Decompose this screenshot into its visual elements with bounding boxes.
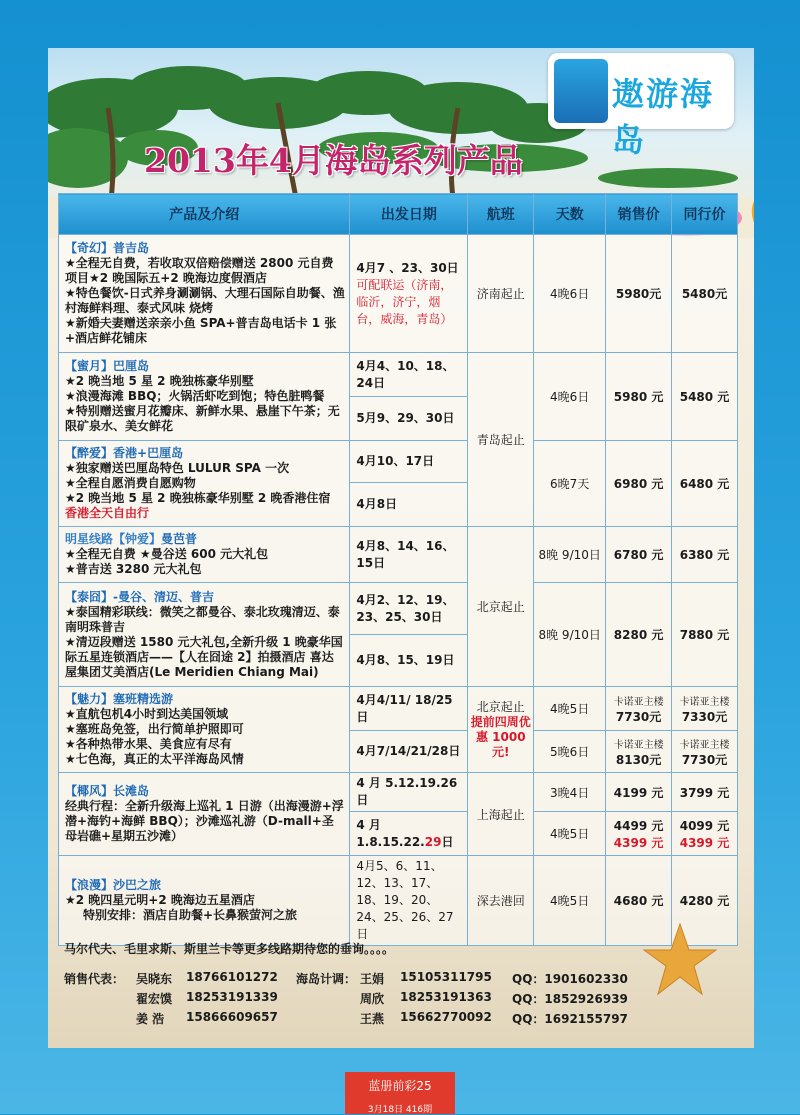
sales-phone: 15866609657 (186, 1010, 278, 1024)
trade-price-cell: 6480 元 (672, 441, 738, 527)
price-value: 4499 元 (613, 818, 664, 833)
departure-dates: 5月9、29、30日 (350, 397, 468, 441)
issue-sub: 3月18日 416期 (367, 1105, 433, 1115)
dates-part-red: 29 (424, 834, 442, 849)
sales-name: 姜 浩 (136, 1012, 165, 1026)
trade-price-value: 7730元 (681, 752, 728, 767)
sales-name: 吴晓东 (136, 972, 173, 986)
price-cell: 4680 元 (606, 856, 672, 946)
product-line: ★直航包机4小时到达美国领域 (65, 707, 229, 721)
table-row (59, 687, 738, 731)
price-value: 8130元 (615, 752, 662, 767)
price-cell (606, 731, 672, 773)
issue-title: 蓝册前彩25 (368, 1079, 432, 1093)
page-title: 2013年4月海岛系列产品 (144, 141, 523, 180)
product-line: 特别安排：酒店自助餐+长鼻猴萤河之旅 (83, 908, 298, 922)
price-cell: 6980 元 (606, 441, 672, 527)
sales-phone: 18766101272 (186, 970, 278, 984)
price-cell: 4199 元 (606, 773, 672, 812)
planner-qq: QQ：1692155797 (512, 1012, 628, 1026)
price-cell: 6780 元 (606, 527, 672, 583)
product-line: ★2 晚四星元明+2 晚海边五星酒店 (65, 893, 255, 907)
trade-price-value: 4099 元 (679, 818, 730, 833)
departure-dates: 4月4、10、18、24日 (350, 353, 468, 397)
product-tag: 明星线路【钟爱】 (65, 532, 162, 546)
trade-price-cell (672, 687, 738, 731)
dates-part: 4 月 1.8.15.22. (356, 817, 425, 849)
departure-dates: 4月10、17日 (350, 441, 468, 483)
days-cell: 4晚5日 (534, 812, 606, 856)
product-line: ★普吉送 3280 元大礼包 (65, 562, 202, 576)
days-cell: 4晚5日 (534, 856, 606, 946)
product-name: 塞班精选游 (113, 692, 174, 706)
departure-dates (350, 812, 468, 856)
table-row (59, 856, 738, 946)
trade-price-cell (672, 812, 738, 856)
product-tag: 【浪漫】 (65, 878, 114, 892)
departure-dates: 4月2、12、19、23、25、30日 (350, 583, 468, 635)
days-cell: 5晚6日 (534, 731, 606, 773)
product-tag: 【泰囧】 (65, 589, 114, 604)
product-tag: 【椰风】 (65, 784, 114, 798)
product-cell (59, 235, 350, 353)
product-table (58, 193, 738, 946)
departure-dates: 4月8、14、16、15日 (350, 527, 468, 583)
starfish-icon (640, 920, 720, 1000)
departure-dates: 4月7/14/21/28日 (350, 731, 468, 773)
product-line: ★塞班岛免签，出行简单护照即可 (65, 722, 244, 736)
table-row (59, 773, 738, 812)
days-cell: 4晚5日 (534, 687, 606, 731)
hotel-label: 卡诺亚主楼 (679, 696, 730, 708)
trade-price-cell: 6380 元 (672, 527, 738, 583)
departure-dates: 4月4/11/ 18/25日 (350, 687, 468, 731)
header-product: 产品及介绍 (59, 194, 350, 235)
table-row (59, 527, 738, 583)
product-name: 长滩岛 (113, 784, 150, 798)
table-row (59, 235, 738, 353)
dates-part-tail: 日 (441, 834, 454, 849)
product-cell (59, 583, 350, 687)
price-cell: 8280 元 (606, 583, 672, 687)
table-row (59, 353, 738, 397)
price-cell (606, 812, 672, 856)
product-line: ★浪漫海滩 BBQ；火锅活虾吃到饱；特色脏鸭餐 (65, 389, 325, 403)
days-cell: 8晚 9/10日 (534, 527, 606, 583)
product-line: ★独家赠送巴厘岛特色 LULUR SPA 一次 (65, 461, 290, 475)
planner-label: 海岛计调： (296, 972, 357, 986)
hotel-label: 卡诺亚主楼 (679, 739, 730, 751)
header-days: 天数 (534, 194, 606, 235)
flight-label: 北京起止 (476, 699, 525, 714)
product-line: ★特别赠送蜜月花瓣床、新鲜水果、悬崖下午茶；无限矿泉水、美女鲜花 (65, 404, 340, 433)
palm-logo-icon (554, 59, 608, 123)
departure-dates: 4 月 5.12.19.26日 (350, 773, 468, 812)
product-cell (59, 527, 350, 583)
product-cell (59, 687, 350, 773)
product-name: 普吉岛 (113, 241, 150, 255)
hotel-label: 卡诺亚主楼 (613, 739, 664, 751)
trade-price-cell: 7880 元 (672, 583, 738, 687)
price-cell: 5980元 (606, 235, 672, 353)
free-day-note: 香港全天自由行 (65, 506, 150, 520)
flight-cell: 青岛起止 (468, 353, 534, 527)
planner-name: 王燕 (360, 1012, 385, 1026)
planner-name: 周欣 (360, 992, 385, 1006)
product-cell (59, 856, 350, 946)
planner-name: 王娟 (360, 972, 385, 986)
planner-phone: 15662770092 (400, 1010, 492, 1024)
planner-phone: 15105311795 (400, 970, 492, 984)
issue-tag (345, 1072, 455, 1114)
table-row (59, 441, 738, 483)
flight-cell: 北京起止 (468, 527, 534, 687)
days-cell: 6晚7天 (534, 441, 606, 527)
product-name: 香港+巴厘岛 (113, 446, 184, 460)
hotel-label: 卡诺亚主楼 (613, 696, 664, 708)
product-line: ★全程自愿消费自愿购物 (65, 476, 196, 490)
product-line: ★全程无自费，若收取双倍赔偿赠送 2800 元自费项目★2 晚国际五+2 晚海边度假酒店 (65, 256, 334, 285)
product-line: ★特色餐饮-日式养身涮涮锅、大理石国际自助餐、渔村海鲜料理、泰式风味 烧烤 (65, 286, 345, 315)
product-line: ★全程无自费 ★曼谷送 600 元大礼包 (65, 547, 269, 561)
departure-dates: 4月8日 (350, 483, 468, 527)
departure-dates: 4月8、15、19日 (350, 635, 468, 687)
flight-cell: 济南起止 (468, 235, 534, 353)
header-date: 出发日期 (350, 194, 468, 235)
product-tag: 【奇幻】 (65, 241, 114, 255)
departure-dates: 4月7 、23、30日 (356, 260, 459, 275)
product-cell (59, 773, 350, 856)
product-tag: 【魅力】 (65, 692, 114, 706)
product-name: 沙巴之旅 (113, 878, 162, 892)
product-line: ★2 晚当地 5 星 2 晚独栋豪华别墅 2 晚香港住宿 (65, 491, 331, 505)
price-value-red: 4399 元 (613, 835, 664, 850)
trade-price-value-red: 4399 元 (679, 835, 730, 850)
flight-cell: 深去港回 (468, 856, 534, 946)
header-trade-price: 同行价 (672, 194, 738, 235)
days-cell: 8晚 9/10日 (534, 583, 606, 687)
product-name: 曼芭普 (161, 532, 198, 546)
product-line: ★清迈段赠送 1580 元大礼包,全新升级 1 晚豪华国际五星连锁酒店——【人在囧途 2】拍摄酒店 喜达屋集团艾美酒店(Le Meridien Chiang Mai) (65, 634, 343, 679)
trade-price-cell: 5480 元 (672, 353, 738, 441)
trade-price-cell: 3799 元 (672, 773, 738, 812)
product-name: 巴厘岛 (113, 359, 150, 373)
product-line: ★2 晚当地 5 星 2 晚独栋豪华别墅 (65, 374, 254, 388)
product-tag: 【蜜月】 (65, 359, 114, 373)
planner-qq: QQ：1852926939 (512, 992, 628, 1006)
product-line: ★新婚夫妻赠送亲亲小鱼 SPA+普吉岛电话卡 1 张+酒店鲜花铺床 (65, 316, 337, 345)
planner-phone: 18253191363 (400, 990, 492, 1004)
planner-qq: QQ：1901602330 (512, 972, 628, 986)
more-routes-note: 马尔代夫、毛里求斯、斯里兰卡等更多线路期待您的垂询。。。。 (64, 942, 395, 956)
trade-price-cell: 4280 元 (672, 856, 738, 946)
product-tag: 【醉爱】 (65, 446, 114, 460)
price-cell: 5980 元 (606, 353, 672, 441)
product-line: ★七色海，真正的太平洋海岛风情 (65, 752, 244, 766)
product-line: ★各种热带水果、美食应有尽有 (65, 737, 232, 751)
price-cell (606, 687, 672, 731)
flight-cell (468, 687, 534, 773)
days-cell: 4晚6日 (534, 353, 606, 441)
sales-name: 翟宏馍 (136, 992, 173, 1006)
header-price: 销售价 (606, 194, 672, 235)
flight-cell: 上海起止 (468, 773, 534, 856)
trade-price-cell: 5480元 (672, 235, 738, 353)
trade-price-cell (672, 731, 738, 773)
early-bird-note: 提前四周优惠 1000元! (470, 714, 531, 759)
product-name: -曼谷、清迈、普吉 (113, 589, 214, 604)
date-cell (350, 235, 468, 353)
product-cell (59, 353, 350, 441)
sales-label: 销售代表： (64, 972, 125, 986)
table-header-row (59, 194, 738, 235)
price-value: 7730元 (615, 709, 662, 724)
brand-name: 遨游海岛 (612, 75, 715, 159)
brand-logo (548, 53, 734, 159)
days-cell: 4晚6日 (534, 235, 606, 353)
sales-phone: 18253191339 (186, 990, 278, 1004)
trade-price-value: 7330元 (681, 709, 728, 724)
days-cell: 3晚4日 (534, 773, 606, 812)
header-flight: 航班 (468, 194, 534, 235)
product-line: 经典行程：全新升级海上巡礼 1 日游（出海漫游+浮潜+海钓+海鲜 BBQ）；沙滩巡礼游（D-mall+圣母岩礁+星期五沙滩） (65, 799, 344, 843)
product-cell (59, 441, 350, 527)
product-line: ★泰国精彩联线：微笑之都曼谷、泰北玫瑰清迈、泰南明珠普吉 (65, 604, 340, 634)
table-row (59, 583, 738, 635)
transfer-note: 可配联运（济南，临沂，济宁，烟台，威海，青岛） (356, 277, 453, 326)
departure-dates: 4月5、6、11、12、13、17、18、19、20、24、25、26、27日 (350, 856, 468, 946)
